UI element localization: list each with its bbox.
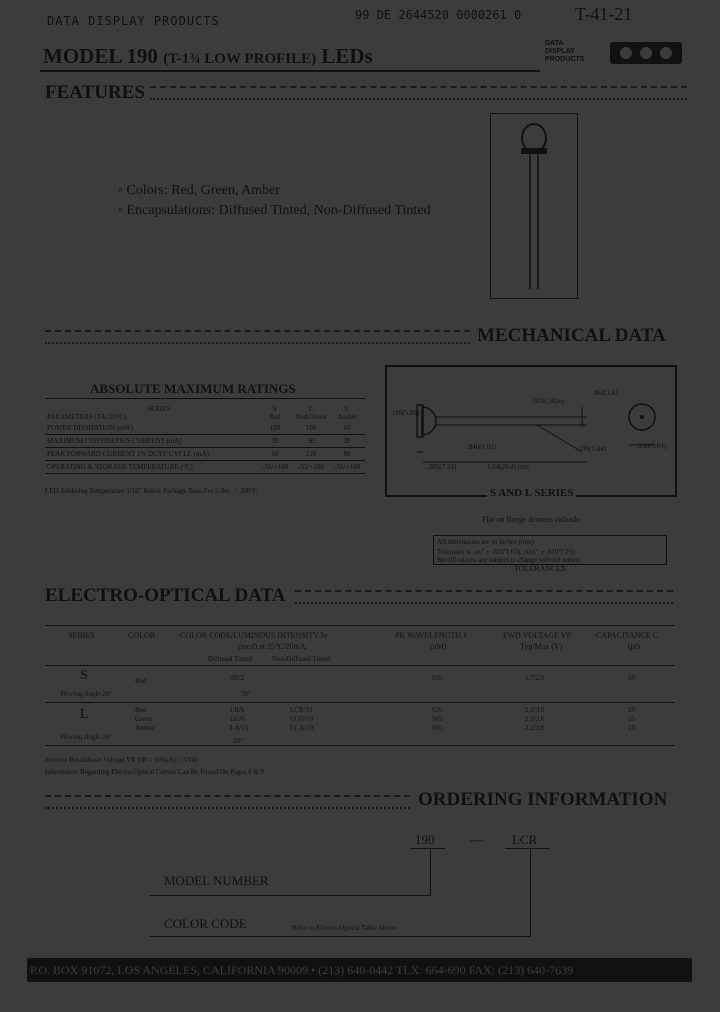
eo-wavelength: 585 xyxy=(432,724,443,732)
eo-enc-header: Diffused Tinted xyxy=(208,655,253,663)
eo-cap: 50 xyxy=(628,674,635,682)
dim-label: .040(1.02) xyxy=(467,443,497,451)
model-line xyxy=(150,895,431,896)
flat-note: Flat on flange denotes cathode xyxy=(482,515,580,524)
eo-rule xyxy=(45,745,675,746)
dim-label: .199(5.05) xyxy=(390,409,420,417)
eo-angle2: 70° xyxy=(240,690,250,698)
tolerances-label: TOLERANCES xyxy=(514,564,566,573)
eo-header: SERIES xyxy=(68,631,95,640)
feature-item: ◦ Colors: Red, Green, Amber xyxy=(118,183,281,198)
eo-voltage: 2.2/3.0 xyxy=(525,715,545,723)
eo-header: CAPACITANCE C xyxy=(596,631,658,640)
led-photo xyxy=(490,113,578,299)
eo-subheader: (nM) xyxy=(430,642,447,651)
doc-code: 99 DE 2644520 0000261 0 xyxy=(355,8,522,22)
eo-cap: 15 xyxy=(628,724,635,732)
eo-note: Reverse Breakdown Voltage VR (IR = 100μA) = 5Vdc xyxy=(45,756,199,764)
abs-col-header: L Amber xyxy=(337,405,357,421)
order-code-underline xyxy=(505,848,550,849)
order-model-leader xyxy=(430,848,431,896)
dim-label: .230(5.84) xyxy=(637,442,667,450)
order-model: 190 xyxy=(415,832,435,847)
abs-max-rule xyxy=(45,398,365,399)
abs-max-heading: ABSOLUTE MAXIMUM RATINGS xyxy=(90,381,296,396)
logo-text xyxy=(545,40,584,64)
page-title xyxy=(43,44,373,69)
eo-angle2: 30° xyxy=(233,737,243,745)
eo-cap: 35 xyxy=(628,715,635,723)
color-code-label: COLOR CODE xyxy=(164,916,247,931)
table-row: OPERATING & STORAGE TEMPERATURE (°C) -55/+100 -55/+100 -55/+100 xyxy=(45,461,365,474)
table-row: PEAK FORWARD CURRENT 1% DUTY CYCLE (mA) 60 120 80 xyxy=(45,448,365,461)
title-end: LEDs xyxy=(321,44,373,68)
dim-label: .063(1.6) xyxy=(592,389,618,397)
color-code-note: Refer to Electro-Optical Table Above xyxy=(292,924,397,932)
eo-code: LG/6 xyxy=(230,715,245,723)
note-line: Specifications are subject to change without notice. xyxy=(437,556,582,564)
abs-header-cell: SERIES PARAMETERS (TA=25°C) xyxy=(47,405,171,421)
order-model-underline xyxy=(410,848,445,849)
table-row: POWER DISSIPATION (mW) 100 100 60 xyxy=(45,422,365,435)
mechanical-rule xyxy=(45,330,470,344)
dim-label: .020(.50)sq xyxy=(532,397,564,405)
eo-series: S xyxy=(80,668,88,683)
eo-voltage: 2.2/3.0 xyxy=(525,724,545,732)
features-heading: FEATURES xyxy=(45,82,145,103)
order-code-leader xyxy=(530,848,531,936)
eo-code: LA/15 xyxy=(230,724,249,732)
eo-voltage: 2.0/3.0 xyxy=(525,706,545,714)
eo-angle: Viewing Angle 20° xyxy=(60,690,112,698)
eo-color: Red xyxy=(135,677,147,685)
features-rule xyxy=(150,86,687,100)
abs-col-header: L Red/Green xyxy=(295,405,327,421)
company-logo xyxy=(610,42,682,64)
feature-item: ◦ Encapsulations: Diffused Tinted, Non-Diffused Tinted xyxy=(118,203,431,218)
abs-max-note: LED Soldering Temperature 1/16" Below Package Base For 5 Sec. = 260°C xyxy=(45,487,258,495)
led-icon xyxy=(491,114,577,298)
logo-line-2: DISPLAY xyxy=(545,48,575,55)
eo-code: LCG/10 xyxy=(290,715,313,723)
note-line: All dimensions are in inches (mm) xyxy=(437,538,535,546)
ordering-rule xyxy=(45,795,410,809)
footer-bar xyxy=(27,958,692,982)
mechanical-drawing xyxy=(385,365,677,497)
eo-code: SR/2 xyxy=(230,674,245,682)
mechanical-heading: MECHANICAL DATA xyxy=(477,325,666,346)
eo-rule xyxy=(45,702,675,703)
color-line xyxy=(150,936,531,937)
electro-rule xyxy=(295,590,673,604)
eo-header: PK WAVELENGTH λ xyxy=(395,631,468,640)
eo-header: COLOR xyxy=(128,631,156,640)
title-sub: (T-1¾ LOW PROFILE) xyxy=(163,51,317,67)
eo-rule xyxy=(45,625,675,626)
company-name: DATA DISPLAY PRODUCTS xyxy=(47,14,220,28)
ordering-heading: ORDERING INFORMATION xyxy=(418,789,668,810)
eo-color: Green xyxy=(135,715,153,723)
eo-subheader: Typ/Max (V) xyxy=(520,642,563,651)
reference-code: T-41-21 xyxy=(575,4,633,24)
eo-code: LCR/12 xyxy=(290,706,313,714)
dim-label: 1.04(26.4) min xyxy=(487,463,529,471)
eo-angle: Viewing Angle 20° xyxy=(60,733,112,741)
abs-col-header: S Red xyxy=(269,405,281,421)
logo-line-3: PRODUCTS xyxy=(545,56,585,63)
eo-wavelength: 565 xyxy=(432,715,443,723)
eo-header: COLOR CODE/LUMINOUS INTENSITY Iv xyxy=(180,631,328,640)
eo-subheader: (pf) xyxy=(628,642,640,651)
order-code: LCR xyxy=(512,832,538,847)
note-line: Tolerance is .xx" ± .025"(.63), .xxx" ± .010"(.25) xyxy=(437,548,575,556)
eo-note: Information Regarding Electro-Optical Curves Can Be Found On Pages 8 & 9 xyxy=(45,768,265,776)
series-label: S AND L SERIES xyxy=(487,487,576,499)
eo-subheader: (mcd) at 25°C/20mA xyxy=(238,642,306,651)
eo-color: Red xyxy=(135,706,147,714)
eo-header: FWD VOLTAGE VF xyxy=(503,631,572,640)
dim-label: .285(7.24) xyxy=(427,463,457,471)
eo-voltage: 1.7/2.0 xyxy=(525,674,545,682)
eo-code: LCA/10 xyxy=(290,724,313,732)
eo-enc-header: Non-Diffused Tinted xyxy=(272,655,331,663)
eo-cap: 20 xyxy=(628,706,635,714)
abs-max-table xyxy=(45,404,365,474)
eo-rule xyxy=(45,665,675,666)
title-model: MODEL 190 xyxy=(43,44,158,68)
footer-text: P.O. BOX 91072, LOS ANGELES, CALIFORNIA 90009 • (213) 640-0442 TLX: 664-690 FAX: (213) 640-7639 xyxy=(30,963,574,977)
notes-box xyxy=(433,535,667,565)
eo-code: LR/6 xyxy=(230,706,245,714)
order-dash: — xyxy=(470,832,483,847)
eo-color: Amber xyxy=(135,724,155,732)
eo-wavelength: 635 xyxy=(432,706,443,714)
eo-series: L xyxy=(80,707,89,722)
led-dimension-drawing xyxy=(387,367,675,495)
dim-label: .230(5.84) xyxy=(577,445,607,453)
title-rule xyxy=(40,70,540,72)
table-row: MAXIMUM CONTINUOUS CURRENT (mA) 30 30 20 xyxy=(45,435,365,448)
model-number-label: MODEL NUMBER xyxy=(164,873,269,888)
eo-wavelength: 655 xyxy=(432,674,443,682)
electro-heading: ELECTRO-OPTICAL DATA xyxy=(45,585,286,606)
logo-line-1: DATA xyxy=(545,40,564,47)
